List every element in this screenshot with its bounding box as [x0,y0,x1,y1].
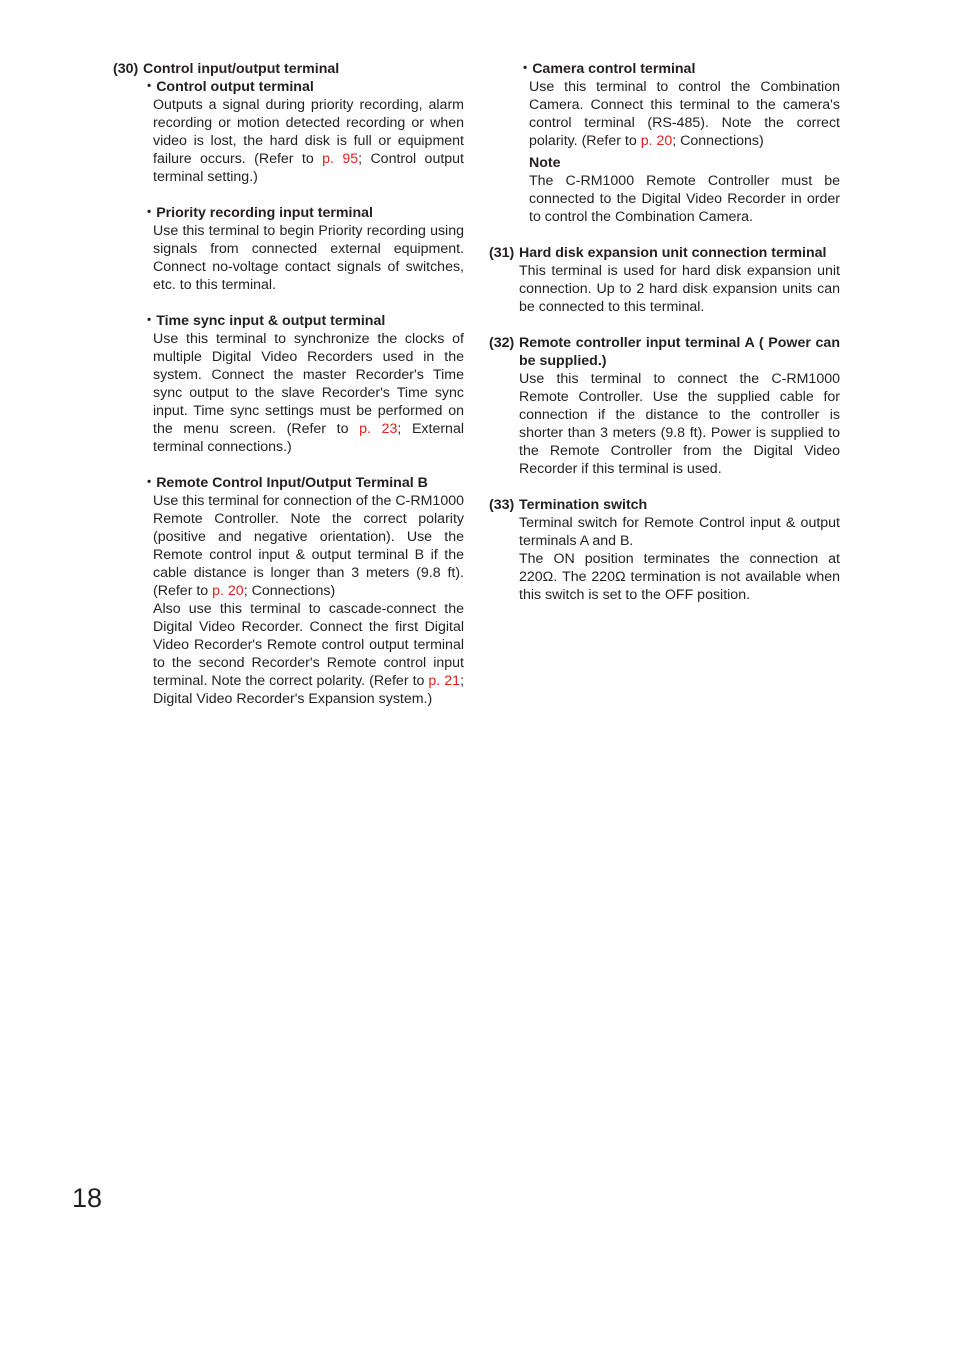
body-text: Use this terminal to control the Combination Camera. Connect this terminal to the camera's control terminal (RS-485). Note the correct polarity. (Refer to [529,79,840,149]
section-33-body [519,514,840,604]
time-sync-title: ・Time sync input & output terminal [142,313,386,329]
left-column [113,60,464,708]
section-32-number: (32) [489,335,515,351]
body-text: ; Control output terminal setting.) [153,151,464,185]
body-text: This terminal is used for hard disk expansion unit connection. Up to 2 hard disk expansion units can be connected to this terminal. [519,263,840,315]
section-31-heading [489,244,840,262]
page-number: 18 [72,1183,103,1213]
page-link[interactable]: p. 23 [359,421,398,437]
body-text: ; Digital Video Recorder's Expansion system.) [153,673,465,707]
section-30-heading [113,60,464,78]
time-sync-body [153,330,464,456]
page-link[interactable]: p. 21 [428,673,461,689]
note-title: Note [529,155,561,171]
page-link[interactable]: p. 20 [640,133,673,149]
remote-control-b-body [153,492,464,708]
priority-recording-title: ・Priority recording input terminal [142,205,373,221]
section-30-title: Control input/output terminal [143,61,340,77]
control-output-terminal-body [153,96,464,186]
body-text: Also use this terminal to cascade-connect the Digital Video Recorder. Connect the first Digital Video Recorder's Remote control output terminal to the second Recorder's Remote control input terminal. Note the correct polarity. (Refer to [153,601,464,689]
time-sync-block [142,312,464,330]
section-33-title: Termination switch [519,497,648,513]
body-text: Outputs a signal during priority recording, alarm recording or motion detected recording or when video is lost, the hard disk is full or equipment failure occurs. (Refer to [153,97,464,167]
body-text: ; Connections) [243,583,336,599]
section-30-number: (30) [113,61,139,77]
section-32-body [519,370,840,478]
priority-recording-block [142,204,464,222]
page-link[interactable]: p. 20 [212,583,244,599]
remote-control-b-block [142,474,464,492]
body-text: Use this terminal to synchronize the clocks of multiple Digital Video Recorders used in the system. Connect the master Recorder's Time sync output to the slave Recorder's Time sync input. Time sync settings must be performed on the menu screen. (Refer to [153,331,464,437]
body-text: Use this terminal for connection of the C-RM1000 Remote Controller. Note the correct polarity (positive and negative orientation). Use the Remote control input & output terminal B if the cable distance is longer than 3 meters (9.8 ft). (Refer to [153,493,464,599]
section-31-body [519,262,840,316]
control-output-terminal-block [142,78,464,96]
right-column [489,60,840,604]
note-body [529,172,840,226]
page-link[interactable]: p. 95 [322,151,359,167]
camera-control-block [518,60,840,78]
section-33-heading [489,496,840,514]
body-text: The ON position terminates the connection at 220Ω. The 220Ω termination is not available when this switch is set to the OFF position. [519,551,840,603]
remote-control-b-title: ・Remote Control Input/Output Terminal B [142,475,428,491]
body-text: Terminal switch for Remote Control input & output terminals A and B. [519,515,840,549]
section-33-number: (33) [489,497,515,513]
body-text: Use this terminal to connect the C-RM1000 Remote Controller. Use the supplied cable for connection if the distance to the controller is shorter than 3 meters (9.8 ft). Power is supplied to the Remote Controller from the Digital Video Recorder if this terminal is used. [519,371,840,477]
section-31-number: (31) [489,245,515,261]
body-text: The C-RM1000 Remote Controller must be connected to the Digital Video Recorder in order to control the Combination Camera. [529,173,840,225]
camera-control-title: ・Camera control terminal [518,61,696,77]
camera-control-body [529,78,840,150]
control-output-terminal-title: ・Control output terminal [142,79,314,95]
section-32-heading [489,334,840,370]
body-text: ; External terminal connections.) [153,421,464,455]
section-31-title: Hard disk expansion unit connection terminal [519,245,827,261]
body-text: ; Connections) [672,133,764,149]
priority-recording-body [153,222,464,294]
body-text: Use this terminal to begin Priority recording using signals from connected external equipment. Connect no-voltage contact signals of switches, etc. to this terminal. [153,223,464,293]
section-32-title: Remote controller input terminal A ( Power can be supplied.) [519,335,840,369]
